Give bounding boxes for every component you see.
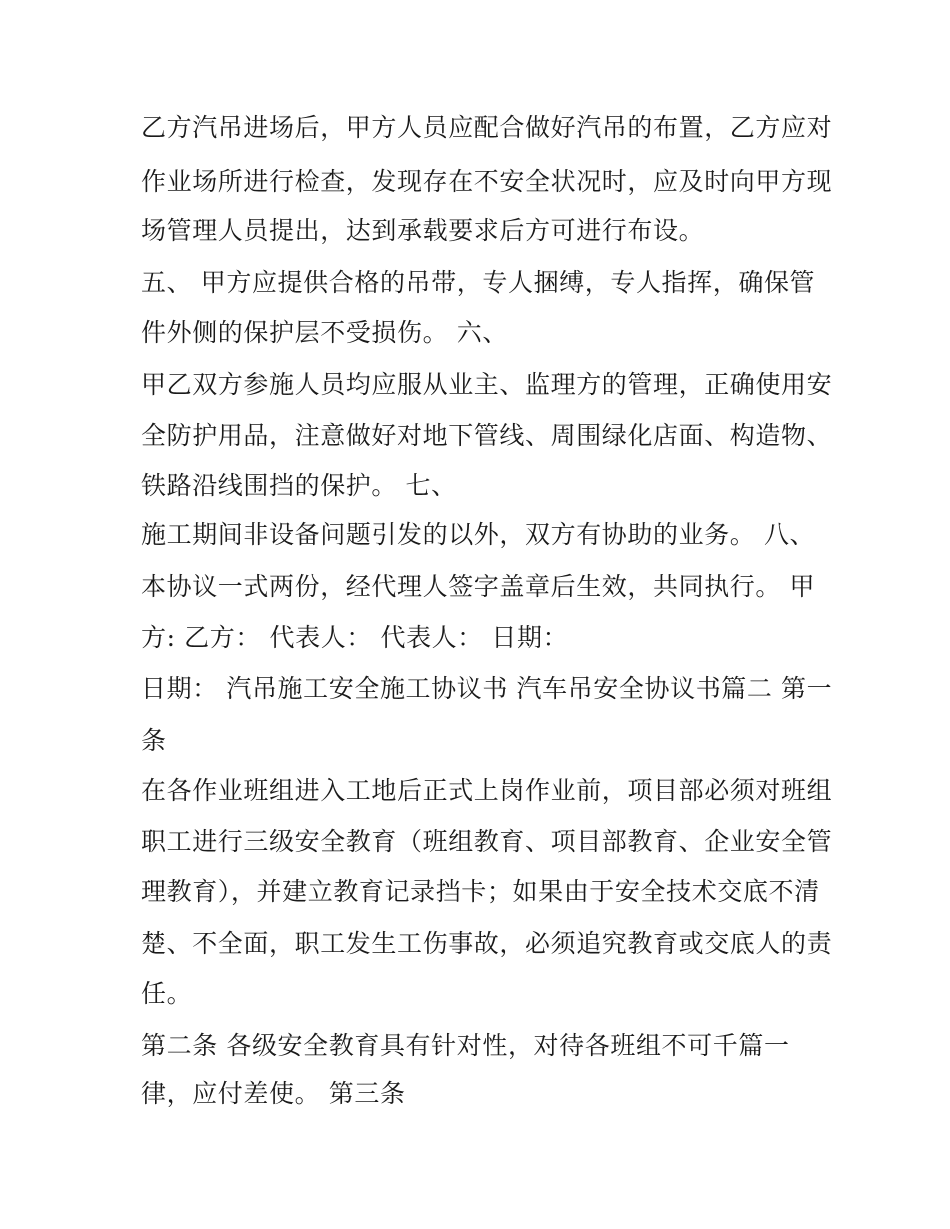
text-line: 全防护用品，注意做好对地下管线、周围绿化店面、构造物、 bbox=[141, 421, 833, 450]
text-line: 件外侧的保护层不受损伤。 六、 bbox=[141, 318, 508, 347]
text-line: 条 bbox=[141, 726, 167, 755]
text-line: 方: 乙方： 代表人： 代表人： 日期： bbox=[141, 623, 569, 652]
text-line: 本协议一式两份，经代理人签字盖章后生效，共同执行。 甲 bbox=[141, 572, 816, 601]
text-line: 第二条 各级安全教育具有针对性，对待各班组不可千篇一 bbox=[141, 1031, 790, 1060]
text-line: 乙方汽吊进场后，甲方人员应配合做好汽吊的布置，乙方应对 bbox=[141, 113, 833, 142]
text-line: 楚、不全面，职工发生工伤事故，必须追究教育或交底人的责 bbox=[141, 929, 833, 958]
text-line: 铁路沿线围挡的保护。 七、 bbox=[141, 471, 457, 500]
text-line: 任。 bbox=[141, 979, 193, 1008]
text-line: 理教育），并建立教育记录挡卡；如果由于安全技术交底不清 bbox=[141, 877, 820, 906]
text-line: 职工进行三级安全教育（班组教育、项目部教育、企业安全管 bbox=[141, 827, 833, 856]
text-line: 施工期间非设备问题引发的以外，双方有协助的业务。 八、 bbox=[141, 520, 816, 549]
text-line: 场管理人员提出，达到承载要求后方可进行布设。 bbox=[141, 216, 705, 245]
text-line: 在各作业班组进入工地后正式上岗作业前，项目部必须对班组 bbox=[141, 776, 833, 805]
text-line: 作业场所进行检查，发现存在不安全状况时，应及时向甲方现 bbox=[141, 167, 833, 196]
text-line: 律，应付差使。 第三条 bbox=[141, 1079, 406, 1108]
text-line: 甲乙双方参施人员均应服从业主、监理方的管理，正确使用安 bbox=[141, 370, 833, 399]
text-line: 五、 甲方应提供合格的吊带，专人捆缚，专人指挥，确保管 bbox=[141, 268, 816, 297]
text-line: 日期： 汽吊施工安全施工协议书 汽车吊安全协议书篇二 第一 bbox=[141, 674, 833, 703]
